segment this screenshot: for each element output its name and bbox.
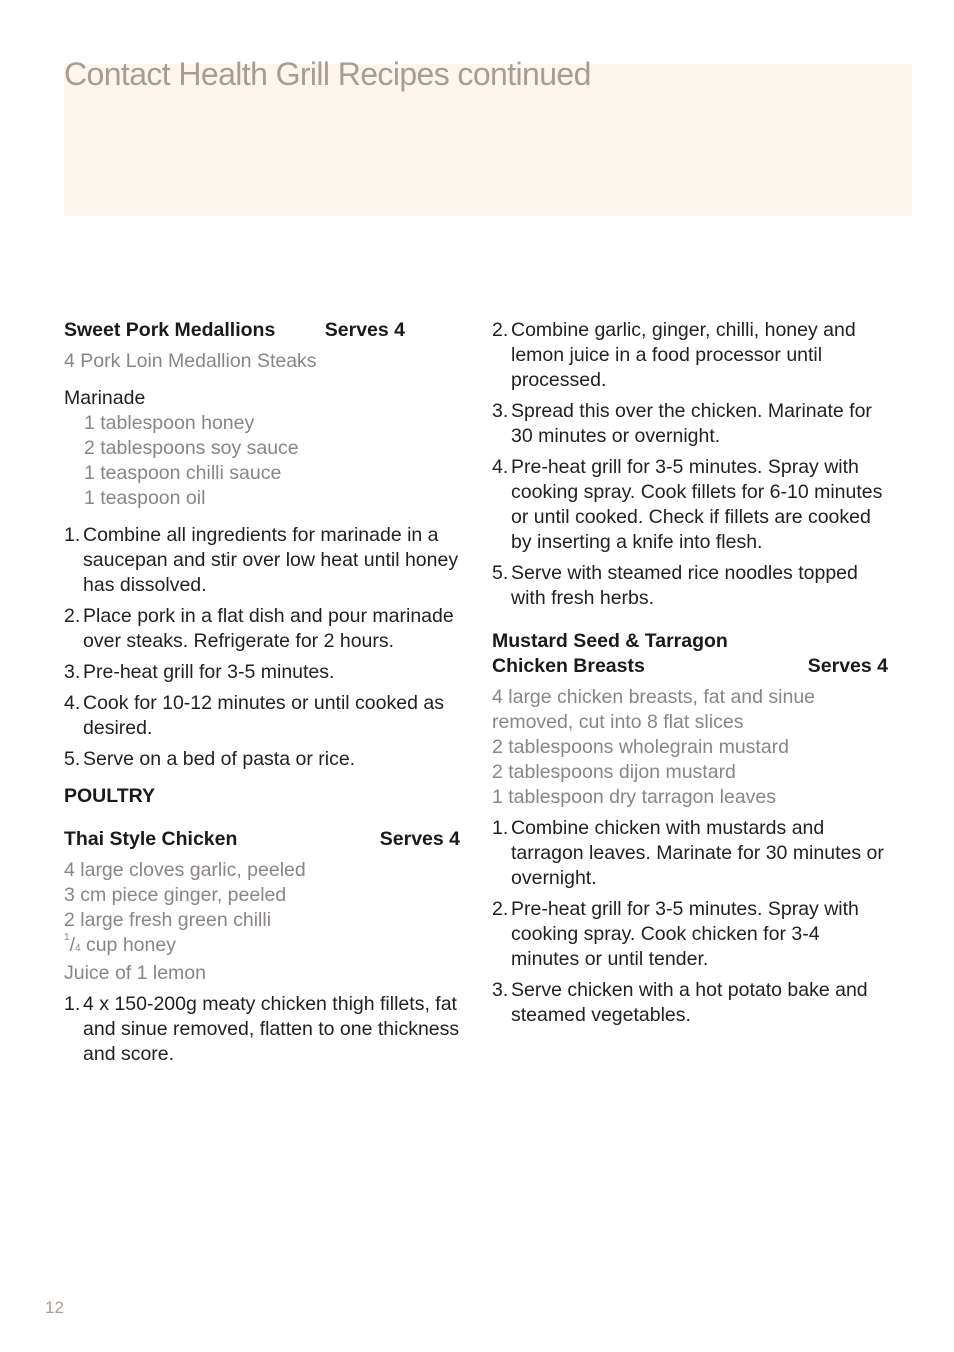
step-item: 4. Pre-heat grill for 3-5 minutes. Spray with cooking spray. Cook fillets for 6-10 minutes or until cooked. Check if fillets are cooked by inserting a knife into flesh. (492, 456, 883, 553)
ingredient-item: 4 large chicken breasts, fat and sinue removed, cut into 8 flat slices (492, 686, 816, 733)
recipe-title: Sweet Pork Medallions (64, 319, 276, 341)
step-item: 1. 4 x 150-200g meaty chicken thigh fillets, fat and sinue removed, flatten to one thickness and score. (64, 993, 460, 1065)
ingredient-item: 1 teaspoon oil (84, 487, 206, 509)
mustard-chicken-header (492, 629, 888, 679)
sweet-pork-header (64, 318, 460, 343)
step-item: 2. Pre-heat grill for 3-5 minutes. Spray with cooking spray. Cook chicken for 3-4 minutes or until tender. (492, 898, 859, 970)
sweet-pork-steps (64, 523, 460, 772)
serves-label: Serves 4 (379, 828, 460, 850)
ingredient-item: 1 tablespoon honey (84, 412, 255, 434)
mustard-chicken-steps (492, 816, 888, 1028)
ingredient-item: 2 tablespoons soy sauce (84, 437, 299, 459)
marinade-label: Marinade (64, 387, 146, 409)
step-item: 3. Serve chicken with a hot potato bake and steamed vegetables. (492, 979, 868, 1026)
section-heading-poultry: POULTRY (64, 785, 155, 807)
step-item: 1. Combine all ingredients for marinade in a saucepan and stir over low heat until honey has dissolved. (64, 524, 459, 596)
serves-label: Serves 4 (807, 655, 888, 677)
step-item: 5. Serve on a bed of pasta or rice. (64, 748, 356, 770)
ingredient-item: 3 cm piece ginger, peeled (64, 884, 287, 906)
step-item: 3. Pre-heat grill for 3-5 minutes. (64, 661, 335, 683)
step-item: 3. Spread this over the chicken. Marinate for 30 minutes or overnight. (492, 400, 872, 447)
step-item: 4. Cook for 10-12 minutes or until cooked as desired. (64, 692, 444, 739)
right-column (492, 318, 888, 1034)
serves-label: Serves 4 (324, 319, 405, 341)
ingredient-item: Juice of 1 lemon (64, 962, 206, 984)
recipe-title: Thai Style Chicken (64, 828, 238, 850)
thai-chicken-steps-part2 (492, 318, 888, 611)
ingredient-item: 2 tablespoons wholegrain mustard (492, 736, 790, 758)
main-ingredient: 4 Pork Loin Medallion Steaks (64, 350, 317, 372)
thai-chicken-steps-part1 (64, 992, 460, 1067)
page-title: Contact Health Grill Recipes continued (64, 56, 591, 92)
ingredient-item: 2 tablespoons dijon mustard (492, 761, 736, 783)
mustard-ingredients (492, 685, 888, 810)
marinade-list (64, 411, 460, 511)
ingredient-item: $^1$/4 cup honey (64, 932, 176, 956)
step-item: 2. Place pork in a flat dish and pour marinade over steaks. Refrigerate for 2 hours. (64, 605, 454, 652)
thai-ingredients (64, 858, 460, 986)
ingredient-item: 2 large fresh green chilli (64, 909, 272, 931)
step-item: 5. Serve with steamed rice noodles topped with fresh herbs. (492, 562, 858, 609)
step-item: 2. Combine garlic, ginger, chilli, honey and lemon juice in a food processor until processed. (492, 319, 856, 391)
recipe-title: Mustard Seed & Tarragon Chicken Breasts (492, 630, 728, 677)
step-item: 1. Combine chicken with mustards and tarragon leaves. Marinate for 30 minutes or overnight. (492, 817, 884, 889)
page-number: 12 (45, 1298, 64, 1317)
thai-chicken-header (64, 827, 460, 852)
ingredient-item: 4 large cloves garlic, peeled (64, 859, 306, 881)
ingredient-item: 1 teaspoon chilli sauce (84, 462, 282, 484)
left-column (64, 318, 460, 1073)
ingredient-item: 1 tablespoon dry tarragon leaves (492, 786, 777, 808)
